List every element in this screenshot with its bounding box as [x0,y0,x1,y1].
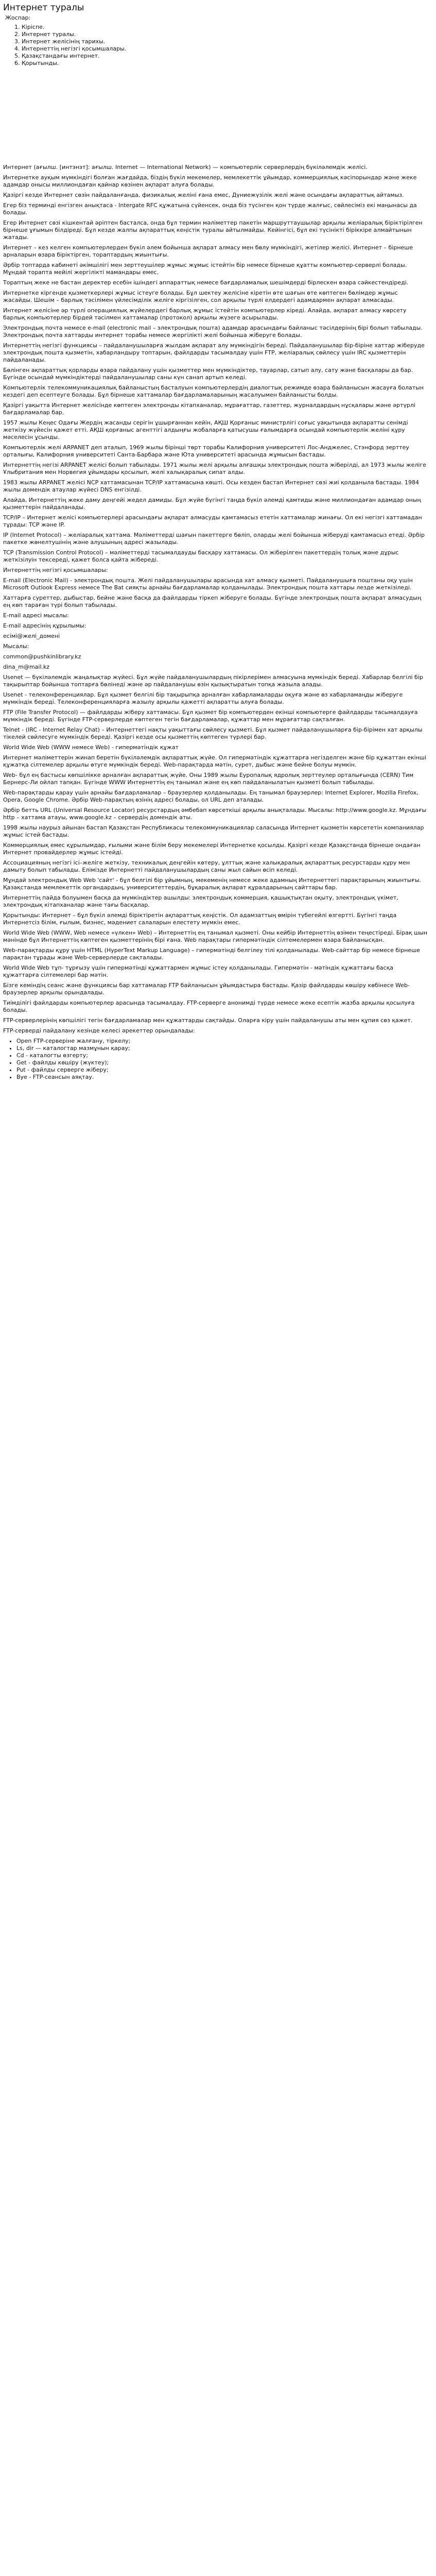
toc-item[interactable]: 6. Қорытынды. [22,60,428,67]
paragraph: Компьютерлік желі ARPANET деп аталып, 1969 жылы бірінші төрт торабы Калифорния университеті Лос-Анджелес, Стэнфорд зерттеу орталығы, Калифорния университеті Санта-Барбара және Юта университеті арасында жұмысын бастады. [3,444,409,458]
list-item: • Ls, dir — каталогтар мазмұнын қарау; [16,1045,428,1052]
paragraph: TCP (Transmission Control Protocol) – мәліметтерді тасымалдауды басқару хаттамасы. Ол жіберілген пакеттердің толық және дұрыс жеткізілуін тексереді, қажет болса қайта жібереді. [3,549,399,563]
paragraph: Web-парақтарды құру үшін HTML (HyperText Markup Language) – гипермәтінді белгілеу тілі қолданылады. Web-сайттар бір немесе бірнеше парақтан тұрады және Web-серверлерде сақталады. [3,947,421,961]
paragraph: Ассоциацияның негізгі ісі–желіге жеткізу, техникалық деңгейін көтеру, ұлттық және халықаралық ақпараттық ресурстарды құру мен дамыту болып табылады. Елімізде Интернетті пайдаланушылардың саны жыл сайын өсіп келеді. [3,859,410,873]
list-item: • Get - файлды көшіру (жүктеу); [16,1059,428,1066]
paragraph: TCP/IP – Интернет желісі компьютерлері арасындағы ақпарат алмасуды қамтамасыз ететін хаттамалар жинағы. Ол екі негізгі хаттамадан тұрады: TCP және IP. [3,514,422,528]
article-body [3,164,428,1035]
toc-item[interactable]: 1. Кіріспе. [22,24,428,31]
paragraph: E-mail адресі мысалы: [3,612,69,619]
paragraph: Usenet — бүкіләлемдік жаңалықтар жүйесі. Бұл жүйе пайдаланушылардың пікірлерімен алмасуына мүмкіндік береді. Хабарлар белгілі бір тақырыптар бойынша топтарға бөлінеді және әр пайдаланушы өзін қызықтыратын топқа жазыла алады. [3,674,423,688]
paragraph: E-mail адресінің құрылымы: [3,622,86,629]
paragraph: Қазіргі кезде Интернет сөзін пайдаланғанда, физикалық желіні ғана емес, Дүниежүзілік желі және осындағы ақпараттық айтамыз. [3,192,404,198]
paragraph: Бізге кеміндің сеанс және функциясы бар хаттамалар FTP байланысын ұйымдастыра бастады. Қазір файлдарды көшіру көбінесе Web-браузерлер арқылы орындалады. [3,982,410,996]
paragraph: Telnet - (IRC - Internet Relay Chat) – Интернеттегі нақты уақыттағы сөйлесу қызметі. Бұл қызмет пайдаланушыларға бір-бірімен хат арқылы тікелей сөйлесуге мүмкіндік береді. Қазіргі кезде осы қызметтің көптеген түрлері бар. [3,726,423,740]
paragraph: Интернетке ауқым мүмкіндігі болған жағдайда, біздің бүкіл мекемелер, мемлекеттік ұйымдар, коммерциялық кәсіпорындар және жеке адамдар онысы миллиондаған қайнар көзінен ақпарат алуға болады. [3,174,417,188]
list-item: • Bye - FTP-сеансын аяқтау. [16,1074,428,1081]
paragraph: Usenet - телеконференциялар. Бұл қызмет белгілі бір тақырыпқа арналған хабарламаларды оқуға және өз хабарламаңды жіберуге мүмкіндік береді. Телеконференцияларға жазылу арқылы қажетті ақпаратты алуға болады. [3,691,403,705]
paragraph: Интернет мәліметтерін жинап беретін бүкіләлемдік ақпараттық жүйе. Ол гипермәтіндік құжаттарға негізделген және бір құжаттан екінші құжатқа сілтемелер арқылы өтуге мүмкіндік береді. Web-парақтарда мәтін, сурет, дыбыс және бейне болуы мүмкін. [3,754,427,768]
page-title: Интернет туралы [3,3,84,13]
paragraph: Интернеттің негізгі қосымшалары: [3,567,108,573]
paragraph: 1998 жылы наурыз айынан бастап Қазақстан Республикасы телекоммуникациялар саласында Интернет қызметін көрсететін компаниялар жұмыс істей бастады. [3,824,424,838]
paragraph: 1983 жылы ARPANET желісі NCP хаттамасынан TCP/IP хаттамасына көшті. Осы кезден бастап Интернет сөзі жиі қолданыла бастады. 1984 жылы домендік атаулар жүйесі DNS енгізілді. [3,479,420,493]
paragraph: Алайда, Интернеттің жеке даму деңгейі жедел дамиды. Бұл жүйе бүгінгі таңда бүкіл әлемді қамтиды және миллиондаған адамдар оның қызметтерін пайдаланады. [3,497,421,511]
paragraph: Әрбір бетть URL (Universal Resource Locator) ресурстардың әмбебап көрсеткіші арқылы анықталады. Мысалы: http://www.google.kz. Мұндағы http – хаттама атауы, www.google.kz – сервердің домендік аты. [3,807,427,821]
paragraph: Электрондық почта немесе e-mail (electronic mail – электрондық пошта) адамдар арасындағы байланыс тәсілдерінің бірі болып табылады. Электрондық почта хаттарды интернет торабы немесе жергілікті желі бойынша жіберуге болады. [3,325,423,338]
paragraph: E-mail (Electronic Mail) - электрондық пошта. Желі пайдаланушылары арасында хат алмасу қызметі. Пайдаланушыға поштаны оқу үшін Microsoft Outlook Express немесе The Bat сияқты арнайы бағдарламалар қолданылады. Электрондық пошта хаттары лезде жеткізіледі. [3,577,413,591]
list-item: • Open FTP-серверіне жалғану, тіркелу; [16,1038,428,1045]
paragraph: Егер біз терминді енгізген анықтаса - Intergate RFC құжатына сүйенсек, онда біз түсінген қон түрде жалғыс, сөйлесіміз екі маңынасы да болады. [3,202,417,216]
list-item: • Cd - каталогты өзгерту; [16,1052,428,1059]
list-item: • Put - файлды серверге жіберу; [16,1066,428,1074]
paragraph: Қазіргі уақытта Интернет желісінде көптеген электронды кітапханалар, мұрағаттар, газеттер, журналдардың нұсқалары және әртүрлі бағдарламалар бар. [3,402,415,416]
paragraph: Web- бұл ең бастысы көпшілікке арналған ақпараттық жүйе. Оны 1989 жылы Еуропалық ядролық зерттеулер орталығында (CERN) Тим Бернерс-Ли ойлап тапқан. Бүгінде WWW Интернеттің ең танымал және ең көп пайдаланылатын қызметі болып табылады. [3,772,414,786]
paragraph: World Wide Web тұп- тұрғызу үшін гипермәтінді құжаттармен жұмыс істеу қолданылады. Гипермәтін - мәтіндік құжаттағы басқа құжаттарға сілтемелері бар мәтін. [3,964,394,978]
paragraph: Web-парақтарды қарау үшін арнайы бағдарламалар – браузерлер қолданылады. Ең танымал браузерлер: Internet Explorer, Mozilla Firefox, Opera, Google Chrome. Әрбір Web-парақтың өзінің адресі болады, ол URL деп аталады. [3,789,418,803]
blank-area [3,67,428,164]
paragraph: Хаттарға суреттер, дыбыстар, бейне және басқа да файлдарды тіркеп жіберуге болады. Бүгінде электрондық пошта ақпарат алмасудың ең көп тараған түрі болып табылады. [3,595,422,608]
paragraph: FTP-серверді пайдалану кезінде келесі әрекеттер орындалады: [3,1027,195,1034]
paragraph: common@pushkinlibrary.kz [3,653,81,660]
paragraph: Интернет (ағылш. [интэнэт]: ағылш. Internet — International Network) — компьютерлік серверлердің бүкіләлемдік желісі. [3,164,368,171]
paragraph: Мұндай электрондық Web Web 'сайт' - бұл белгілі бір ұйымның, мекеменің немесе жеке адамның Интернеттегі парақтарының жиынтығы. Қазақстанда мемлекеттік органдардың, университеттердің, бұқаралық ақпарат құралдарының сайттары бар. [3,877,422,891]
toc-heading: Жоспар: [5,14,31,21]
paragraph: IP (Internet Protocol) – желіаралық хаттама. Мәліметтерді шағын пакеттерге бөліп, оларды желі бойынша жіберуді қамтамасыз етеді. Әрбір пакетке жөнелтушінің және алушының адресі жазылады. [3,532,425,546]
paragraph: FTP-серверлерінің көпшілігі тегін бағдарламалар мен құжаттарды сақтайды. Оларға кіру үшін пайдаланушы аты мен құпия сөз қажет. [3,1017,413,1024]
document [0,0,430,1081]
paragraph: Егер Интернет сөзі кішкентай әріптен басталса, онда бұл термин мәліметтер пакетін маршруттаушылар арқылы желіаралық біріктірілген бірнеше ұғымын білдіреді. Бұл кезде жалпы ақпараттық кеңістік туралы айтылмайды. Кейінгісі, бұл екі түсінікті біріккіре алмайтынын жатады. [3,219,423,241]
paragraph: Қорытынды: Интернет – бұл бүкіл әлемді біріктіретін ақпараттық кеңістік. Ол адамзаттың өмірін түбегейлі өзгертті. Бүгінгі таңда Интернетсіз білім, ғылым, бизнес, мәдениет салаларын елестету мүмкін емес. [3,912,397,926]
table-of-contents [5,24,428,67]
paragraph: 1957 жылы Кеңес Одағы Жердің жасанды серігін ұшырғаннан кейін, АҚШ Қорғаныс министрлігі соғыс уақытында ақпаратты сенімді жеткізу жүйесін қажет етті. АҚШ қорғаныс агенттігі алдыңғы жобаларға қатысушы ғалымдарға осындай компьютерлік желіні құру мәселесін ұсынды. [3,419,408,440]
paragraph: Тиімділігі файлдарды компьютерлер арасында тасымалдау. FTP-серверге анонимді түрде немесе жеке есептік жазба арқылы қосылуға болады. [3,999,415,1013]
paragraph: Тораптың жеке не бастан деректер есебін ішіндегі аппараттық немесе бағдарламалық шешімдерді бірлескен өзара сәйкестендіреді. [3,279,409,286]
paragraph: World Wide Web (WWW немесе Web) - гипермәтіндік құжат [3,744,179,751]
paragraph: Бөлінген ақпараттық қорларды өзара пайдалану үшін қызметтер мен мүмкіндіктер, тауарлар, сатып алу, сату және басқалары да бар. Бүгінде осындай мүмкіндіктерді пайдаланушылар саны күн санап артып келеді. [3,367,413,381]
paragraph: Коммерциялық емес құрылымдар, ғылыми және білім беру мекемелері Интернетке қосылды. Қазіргі кезде Қазақстанда бірнеше ондаған Интернет провайдерлер жұмыс істейді. [3,842,421,856]
paragraph: Интернеттің негізгі функциясы – пайдаланушыларға жылдам ақпарат алу мүмкіндігін береді. Пайдаланушылар бір-біріне хаттар жіберуде электрондық пошта қызметін, хабарландыру топтарын, файлдарды тасымалдау үшін FTP, желіаралық сөйлесу үшін IRC қызметтерін пайдаланады. [3,342,425,363]
paragraph: Интернет желісіне әр түрлі операциялық жүйелердегі барлық жұмыс істейтін компьютерлер кіреді. Алайда, ақпарат алмасу көрсету барлық компьютерлер бірдей тәсілмен хаттамалар (протокол) арқылы жүзеге асырылады. [3,307,407,321]
paragraph: Интернеттің пайда болуымен басқа да мүмкіндіктер ашылды: электрондық коммерция, қашықтықтан оқыту, электрондық үкімет, электрондық кітапханалар және тағы басқалар. [3,894,398,908]
paragraph: Мысалы: [3,643,29,650]
toc-item[interactable]: 2. Интернет туралы. [22,31,428,38]
paragraph: Әрбір топтарда кабинеті әкімшілігі мен зерттеушілер жұмыс жұмыс істейтін бір немесе бірнеше құатты компьютер-серверлі болады. Мұндай торапта мейілі жергілікті мамандары емес. [3,262,407,276]
paragraph: Интернетке кіргенде қызметкерлері жұмыс істеуге болады. Бұл шектеу желісіне кіретін өте шағын өте көптеген бөлімдер жұмыс жасайды. Шешім – барлық тәсілімен үйлесімділік желіге кіргізілген, сол арқылы түрлі елдердегі адамдармен ақпарат алмасады. [3,290,398,303]
paragraph: Интернет – кез келген компьютерлерден бүкіл әлем бойынша ақпарат алмасу мен бөлу мүмкіндігі, жетілер желісі. Интернет – бірнеше арналарын өзара біріктірген, тораптардың жиынтығы. [3,244,413,258]
toc-item[interactable]: 3. Интернет желісінің тарихы. [22,38,428,45]
paragraph: Компьютерлік телекоммуникациялық байланыстың басталуын компьютерлердің диалогтық режимде өзара байланысын жасауға болатын кездегі деп есептеуге болады. Бұл бірнеше хаттамалар бағдарламаларының жасалуымен байланысты болды. [3,384,424,398]
paragraph: есімі@желі_домені [3,633,60,639]
paragraph: FTP (File Transfer Protocol) — файлдарды жіберу хаттамасы. Бұл қызмет бір компьютерден екінші компьютерге файлдарды тасымалдауға мүмкіндік береді. Бүгінде FTP-серверлерде көптеген тегін бағдарламалар, құжаттар мен мұрағаттар сақталған. [3,709,418,723]
toc-item[interactable]: 5. Қазақстандағы интернет. [22,53,428,60]
paragraph: Интернеттің негізі ARPANET желісі болып табылады. 1971 жылы желі арқылы алғашқы электрондық пошта жіберілді, ал 1973 жылы желіге Ұлыбритания мен Норвегия ұйымдары қосылып, желі халықаралық сипат алды. [3,462,427,476]
paragraph: dina_m@mail.kz [3,664,50,670]
paragraph: World Wide Web (WWW, Web немесе «үлкен» Web) – Интернеттің ең танымал қызметі. Оны кейбір Интернеттің өзімен теңестіреді. Бірақ шын мәнінде бұл Интернеттің көптеген қызметтерінің бірі ғана. Web парақтары гипермәтіндік сілтемелермен өзара байланысқан. [3,929,428,943]
toc-item[interactable]: 4. Интернеттің негізгі қосымшалары. [22,45,428,53]
ftp-commands-list [3,1038,428,1081]
